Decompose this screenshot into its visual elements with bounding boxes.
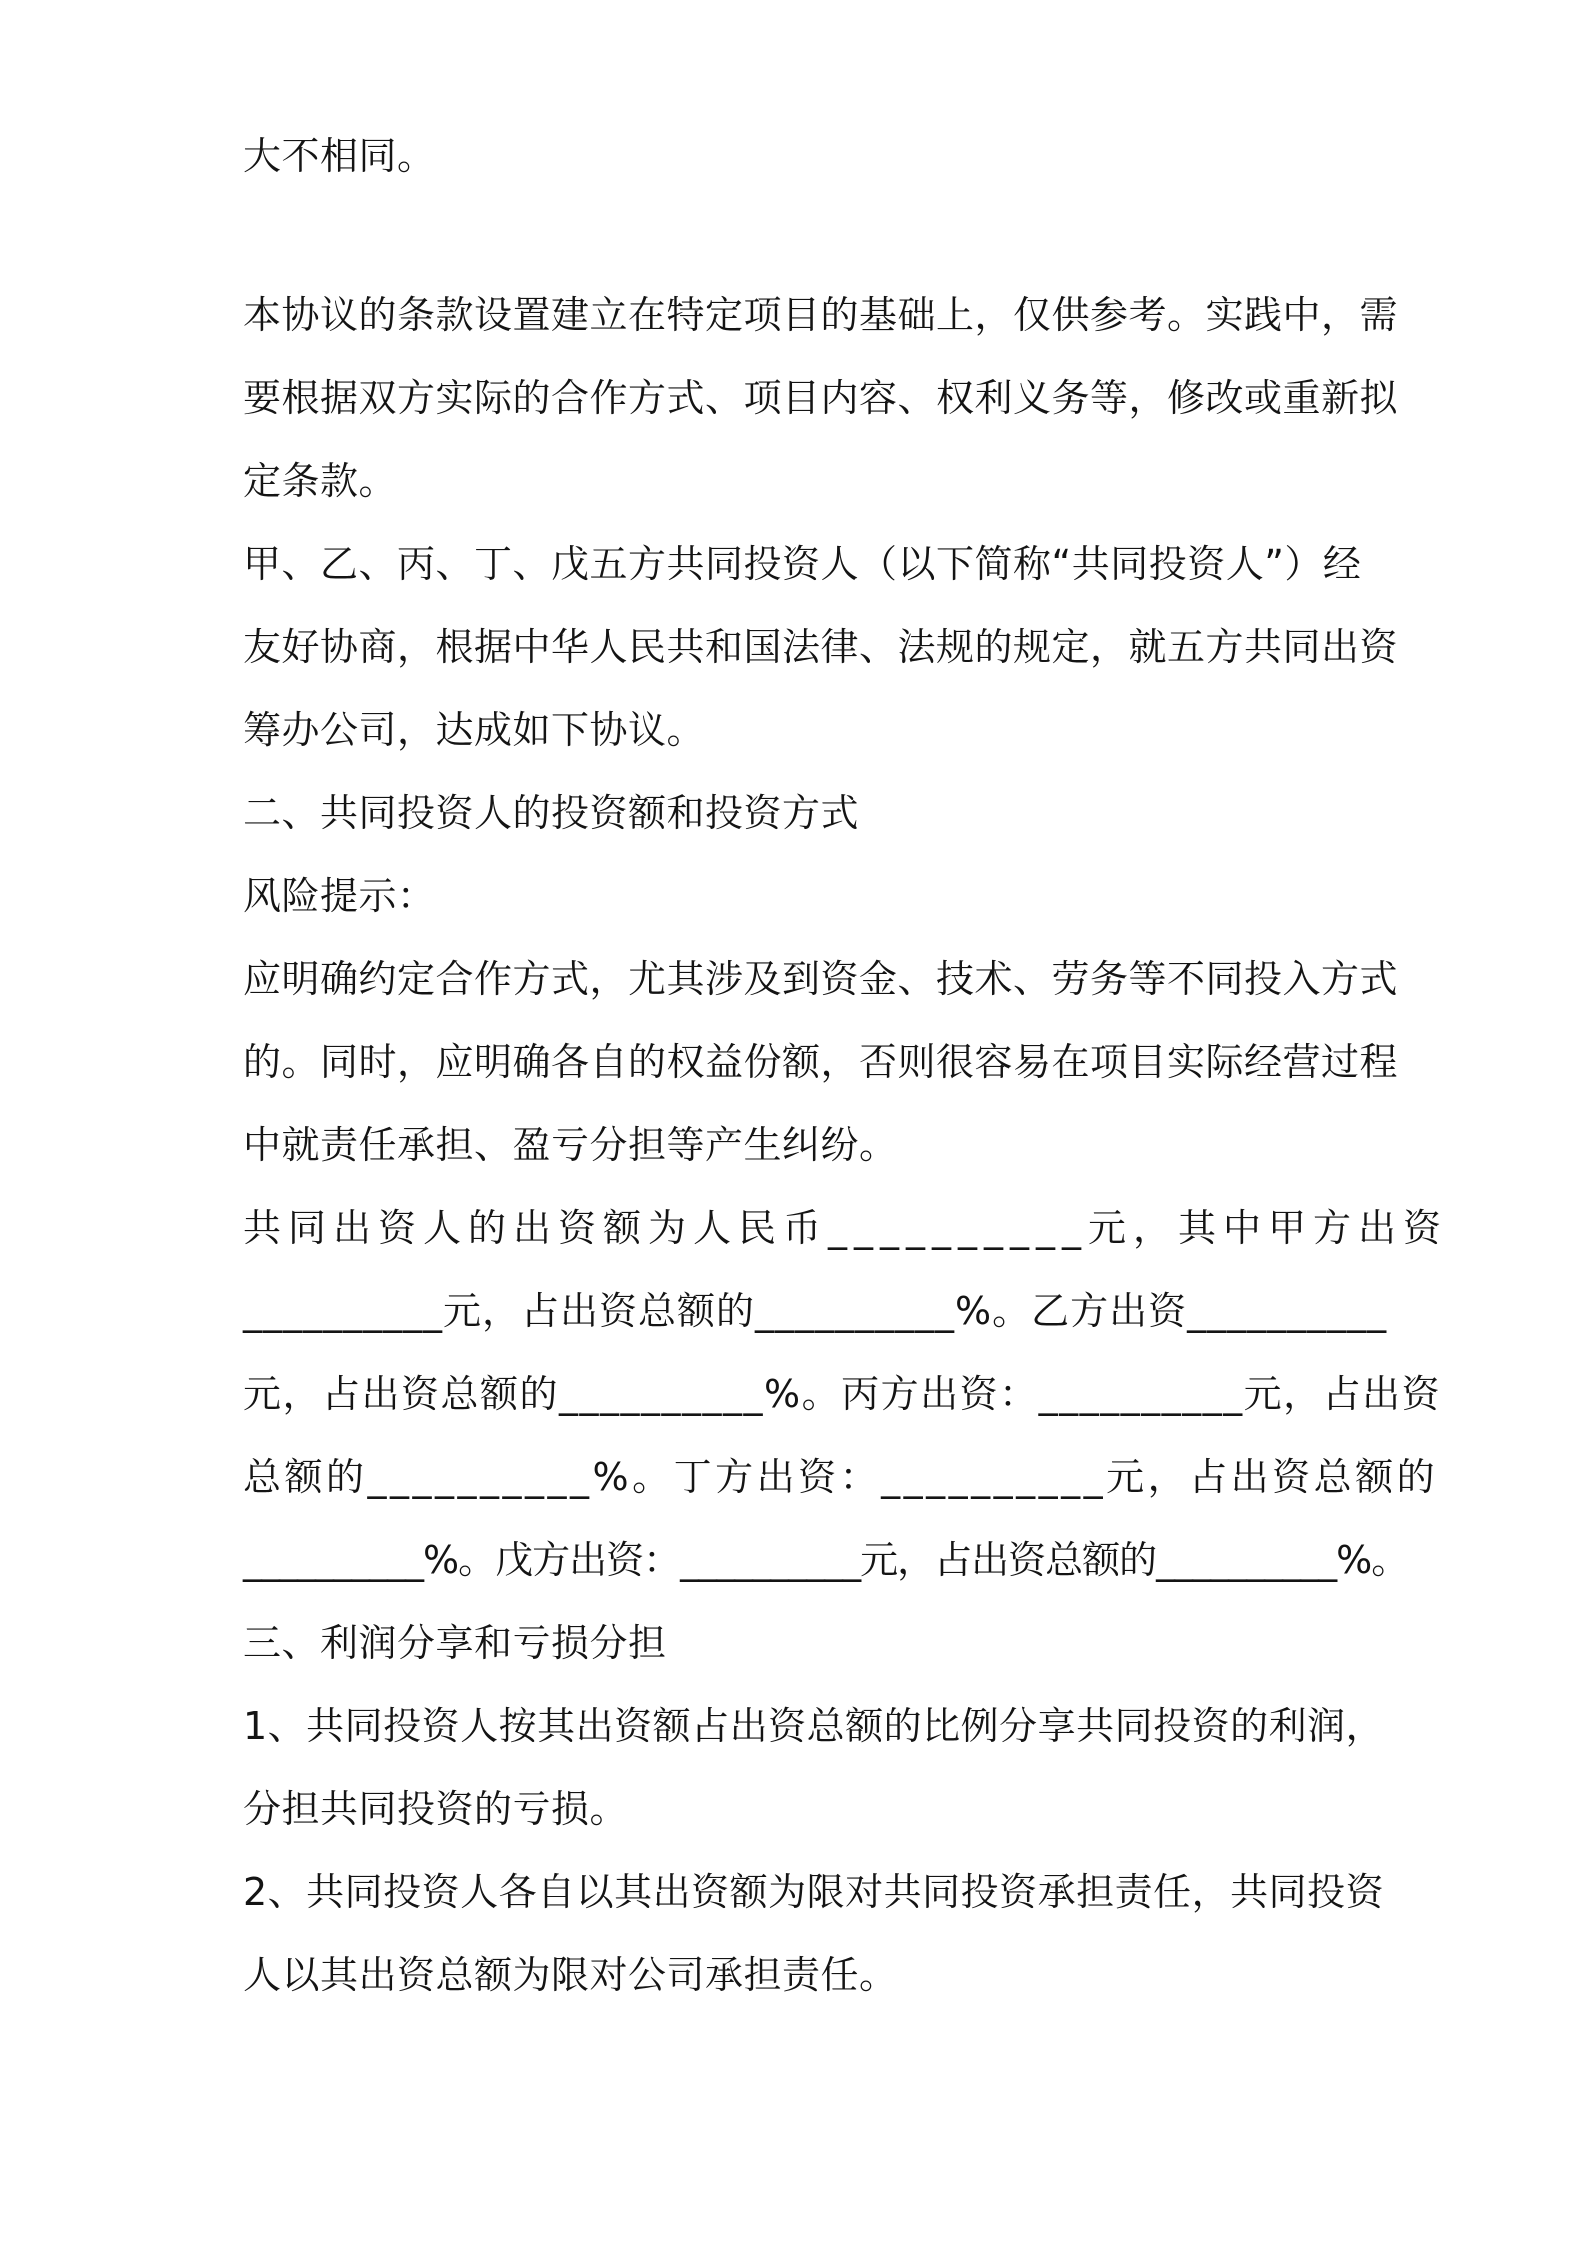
text-line: 定条款。 — [243, 459, 398, 503]
text-line: 友好协商，根据中华人民共和国法律、法规的规定，就五方共同出资 — [243, 625, 1399, 669]
text-line: 本协议的条款设置建立在特定项目的基础上，仅供参考。实践中，需 — [243, 293, 1399, 337]
text-line: 1、共同投资人按其出资额占出资总额的比例分享共同投资的利润， — [243, 1704, 1385, 1748]
text-line: 总额的__________%。丁方出资：__________元，占出资总额的 — [243, 1455, 1439, 1499]
text-line: __________%。戊方出资：__________元，占出资总额的__________%。 — [243, 1538, 1409, 1582]
text-line: 的。同时，应明确各自的权益份额，否则很容易在项目实际经营过程 — [243, 1040, 1399, 1084]
text-line: 元，占出资总额的__________%。丙方出资：__________元，占出资 — [243, 1372, 1442, 1416]
text-line: 应明确约定合作方式，尤其涉及到资金、技术、劳务等不同投入方式 — [243, 957, 1399, 1001]
section-heading: 二、共同投资人的投资额和投资方式 — [243, 791, 860, 835]
text-line: 中就责任承担、盈亏分担等产生纠纷。 — [243, 1123, 898, 1167]
text-line: 大不相同。 — [243, 134, 436, 178]
text-line: 分担共同投资的亏损。 — [243, 1787, 629, 1831]
text-line: 人以其出资总额为限对公司承担责任。 — [243, 1953, 898, 1997]
text-line: __________元，占出资总额的__________%。乙方出资__________ — [243, 1289, 1388, 1333]
text-line: 2、共同投资人各自以其出资额为限对共同投资承担责任，共同投资 — [243, 1870, 1385, 1914]
text-line: 要根据双方实际的合作方式、项目内容、权利义务等，修改或重新拟 — [243, 376, 1399, 420]
section-heading: 三、利润分享和亏损分担 — [243, 1621, 667, 1665]
text-line: 甲、乙、丙、丁、戊五方共同投资人（以下简称“共同投资人”）经 — [243, 542, 1362, 586]
risk-tip-label: 风险提示： — [243, 874, 436, 918]
text-line: 共同出资人的出资额为人民币__________元，其中甲方出资 — [243, 1206, 1449, 1250]
text-line: 筹办公司，达成如下协议。 — [243, 708, 706, 752]
